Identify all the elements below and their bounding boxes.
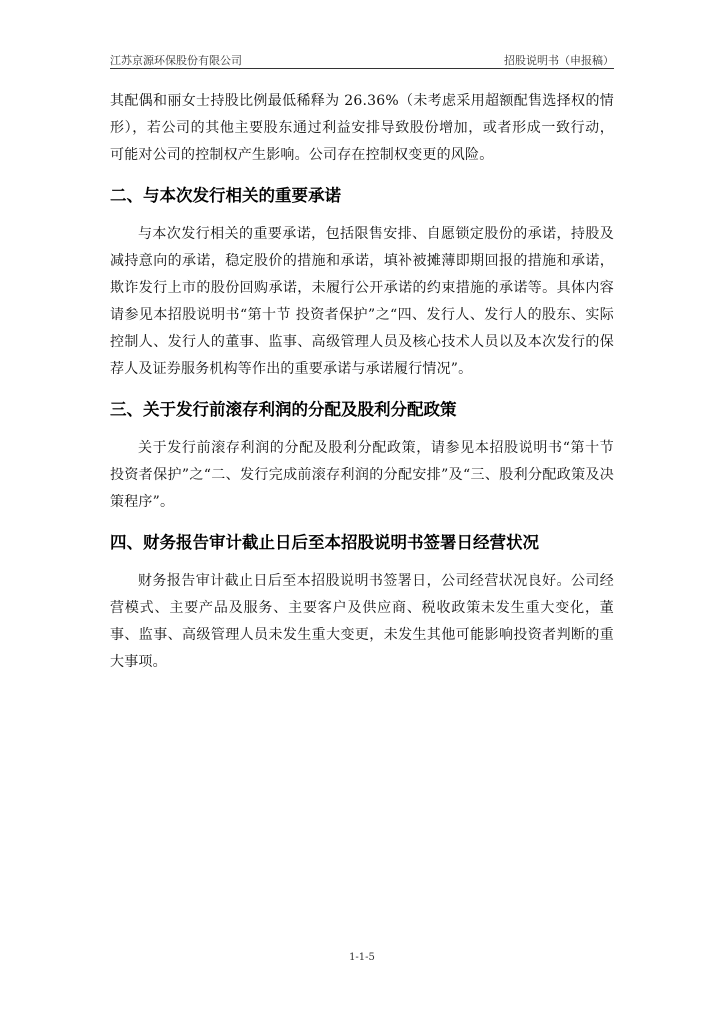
section-paragraph: 财务报告审计截止日后至本招股说明书签署日，公司经营状况良好。公司经营模式、主要产品及服务、主要客户及供应商、税收政策未发生重大变化，董事、监事、高级管理人员未发生重大变更，未发生其他可能影响投资者判断的重大事项。: [110, 573, 614, 670]
section-heading: 二、与本次发行相关的重要承诺: [110, 186, 341, 205]
section-heading: 四、财务报告审计截止日后至本招股说明书签署日经营状况: [110, 533, 539, 552]
page-number: 1-1-5: [349, 952, 375, 963]
section-heading: 三、关于发行前滚存利润的分配及股利分配政策: [110, 400, 457, 419]
section-paragraph: 关于发行前滚存利润的分配及股利分配政策，请参见本招股说明书“第十节 投资者保护”之“二、发行完成前滚存利润的分配安排”及“三、股利分配政策及决策程序”。: [110, 440, 614, 510]
intro-paragraph: 其配偶和丽女士持股比例最低稀释为 26.36%（未考虑采用超额配售选择权的情形），若公司的其他主要股东通过利益安排导致股份增加，或者形成一致行动，可能对公司的控制权产生影响。公司存在控制权变更的风险。: [110, 93, 614, 163]
document-body: [110, 88, 614, 676]
section-commitments: [110, 183, 614, 383]
section-post-audit-operations: [110, 530, 614, 676]
section-paragraph: 与本次发行相关的重要承诺，包括限售安排、自愿锁定股份的承诺，持股及减持意向的承诺，稳定股价的措施和承诺，填补被摊薄即期回报的措施和承诺，欺诈发行上市的股份回购承诺，未履行公开承诺的约束措施的承诺等。具体内容请参见本招股说明书“第十节 投资者保护”之“四、发行人、发行人的股东、实际控制人、发行人的董事、监事、高级管理人员及核心技术人员以及本次发行的保荐人及证券服务机构等作出的重要承诺与承诺履行情况”。: [110, 226, 614, 377]
page-header: [110, 50, 614, 69]
document-title: 招股说明书（申报稿）: [504, 54, 614, 67]
company-name: 江苏京源环保股份有限公司: [110, 54, 242, 67]
section-profit-distribution: [110, 397, 614, 516]
